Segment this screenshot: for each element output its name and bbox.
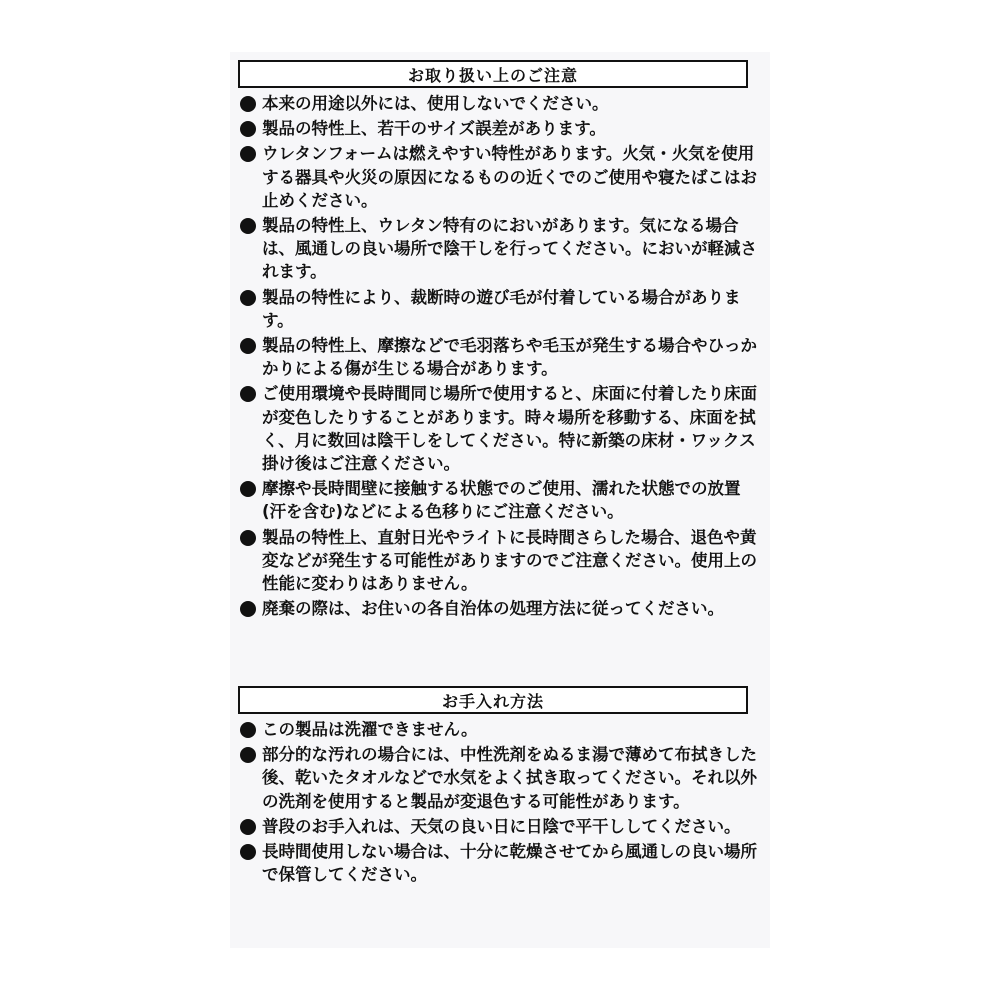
list-item: 製品の特性上、摩擦などで毛羽落ちや毛玉が発生する場合やひっかかりによる傷が生じる場合があります。 <box>240 334 762 380</box>
list-item: 製品の特性により、裁断時の遊び毛が付着している場合があります。 <box>240 286 762 332</box>
list-item: 本来の用途以外には、使用しないでください。 <box>240 92 762 115</box>
bullet-icon <box>240 601 256 617</box>
care-instructions-header <box>238 686 748 714</box>
list-item: 製品の特性上、ウレタン特有のにおいがあります。気になる場合は、風通しの良い場所で陰干しを行ってください。においが軽減されます。 <box>240 214 762 284</box>
list-item: 製品の特性上、直射日光やライトに長時間さらした場合、退色や黄変などが発生する可能性がありますのでご注意ください。使用上の性能に変わりはありません。 <box>240 526 762 596</box>
handling-precautions-title: お取り扱い上のご注意 <box>407 65 578 85</box>
list-item: 長時間使用しない場合は、十分に乾燥させてから風通しの良い場所で保管してください。 <box>240 840 762 886</box>
bullet-icon <box>240 481 256 497</box>
bullet-icon <box>240 121 256 137</box>
bullet-icon <box>240 819 256 835</box>
bullet-icon <box>240 530 256 546</box>
handling-precautions-header <box>238 60 748 88</box>
bullet-icon <box>240 722 256 738</box>
list-item: 摩擦や長時間壁に接触する状態でのご使用、濡れた状態での放置(汗を含む)などによる色移りにご注意ください。 <box>240 477 762 523</box>
list-item: ご使用環境や長時間同じ場所で使用すると、床面に付着したり床面が変色したりすることがあります。時々場所を移動する、床面を拭く、月に数回は陰干しをしてください。特に新築の床材・ワックス掛け後はご注意ください。 <box>240 382 762 475</box>
list-item: 部分的な汚れの場合には、中性洗剤をぬるま湯で薄めて布拭きした後、乾いたタオルなどで水気をよく拭き取ってください。それ以外の洗剤を使用すると製品が変退色する可能性があります。 <box>240 743 762 813</box>
bullet-icon <box>240 338 256 354</box>
handling-precautions-list <box>240 92 762 622</box>
list-item: 製品の特性上、若干のサイズ誤差があります。 <box>240 117 762 140</box>
bullet-icon <box>240 146 256 162</box>
bullet-icon <box>240 844 256 860</box>
care-instructions-list <box>240 718 762 888</box>
bullet-icon <box>240 218 256 234</box>
list-item: この製品は洗濯できません。 <box>240 718 762 741</box>
bullet-icon <box>240 747 256 763</box>
list-item: 廃棄の際は、お住いの各自治体の処理方法に従ってください。 <box>240 597 762 620</box>
bullet-icon <box>240 96 256 112</box>
bullet-icon <box>240 386 256 402</box>
list-item: 普段のお手入れは、天気の良い日に日陰で平干ししてください。 <box>240 815 762 838</box>
care-instructions-title: お手入れ方法 <box>441 691 544 711</box>
list-item: ウレタンフォームは燃えやすい特性があります。火気・火気を使用する器具や火災の原因になるものの近くでのご使用や寝たばこはお止めください。 <box>240 142 762 212</box>
bullet-icon <box>240 290 256 306</box>
